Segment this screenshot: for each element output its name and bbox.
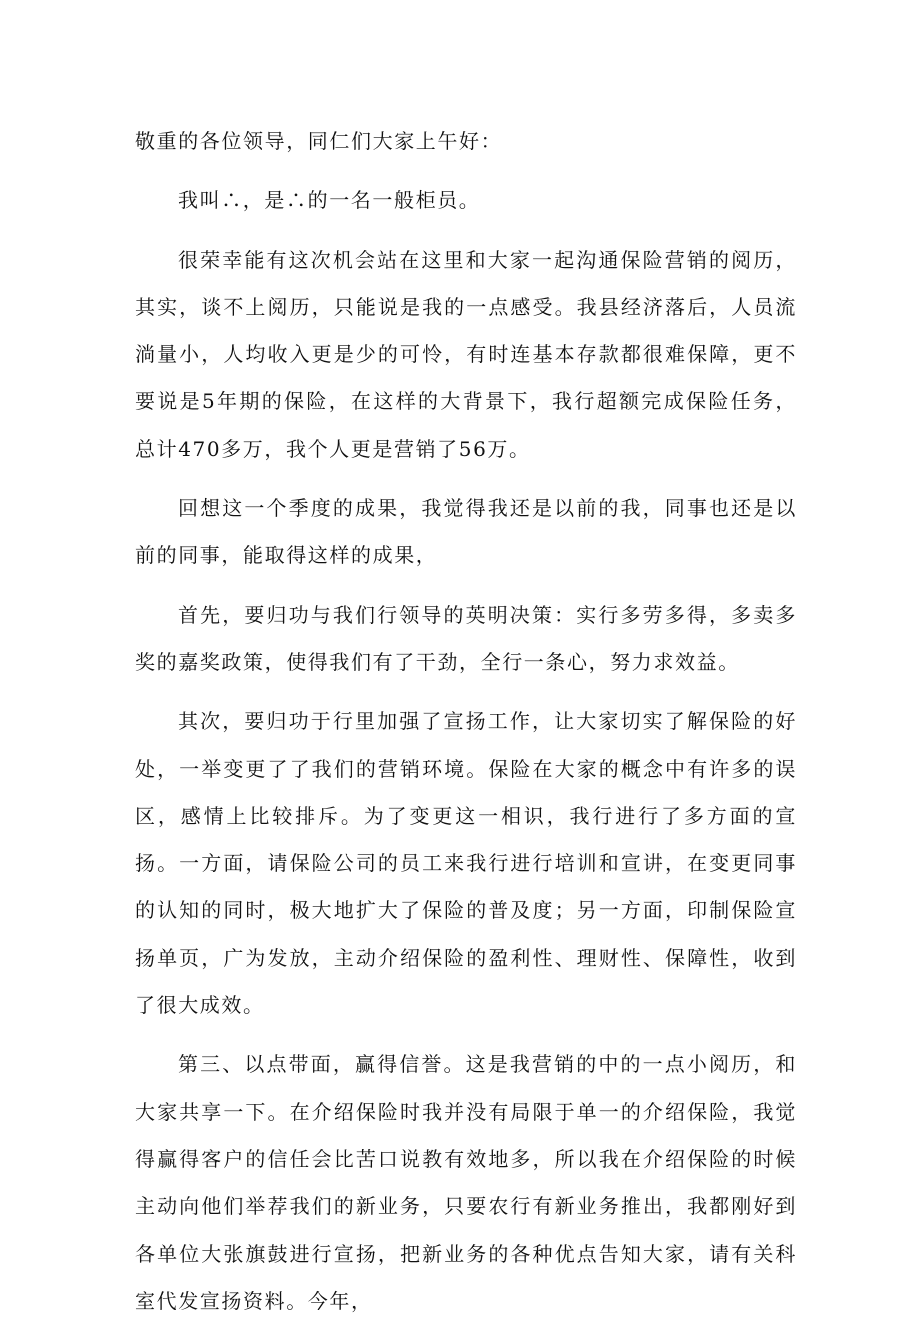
reflection-paragraph: 回想这一个季度的成果，我觉得我还是以前的我，同事也还是以前的同事，能取得这样的成果，	[135, 496, 797, 568]
intro-paragraph: 我叫∴，是∴的一名一般柜员。	[178, 188, 481, 213]
greeting-line: 敬重的各位领导，同仁们大家上午好：	[135, 129, 503, 153]
first-point-paragraph: 首先，要归功与我们行领导的英明决策：实行多劳多得，多卖多奖的嘉奖政策，使得我们有了干劲，全行一条心，努力求效益。	[135, 602, 797, 674]
second-point-paragraph: 其次，要归功于行里加强了宣扬工作，让大家切实了解保险的好处，一举变更了了我们的营销环境。保险在大家的概念中有许多的误区，感情上比较排斥。为了变更这一相识，我行进行了多方面的宣扬。一方面，请保险公司的员工来我行进行培训和宣讲，在变更同事的认知的同时，极大地扩大了保险的普及度；另一方面，印制保险宣扬单页，广为发放，主动介绍保险的盈利性、理财性、保障性，收到了很大成效。	[135, 709, 797, 1018]
document-body	[135, 118, 797, 1325]
third-point-paragraph: 第三、以点带面，赢得信誉。这是我营销的中的一点小阅历，和大家共享一下。在介绍保险时我并没有局限于单一的介绍保险，我觉得赢得客户的信任会比苦口说教有效地多，所以我在介绍保险的时候主动向他们举荐我们的新业务，只要农行有新业务推出，我都刚好到各单位大张旗鼓进行宣扬，把新业务的各种优点告知大家，请有关科室代发宣扬资料。今年，	[135, 1052, 797, 1313]
experience-paragraph: 很荣幸能有这次机会站在这里和大家一起沟通保险营销的阅历，其实，谈不上阅历，只能说是我的一点感受。我县经济落后，人员流淌量小，人均收入更是少的可怜，有时连基本存款都很难保障，更不要说是5年期的保险，在这样的大背景下，我行超额完成保险任务，总计470多万，我个人更是营销了56万。	[135, 247, 797, 461]
